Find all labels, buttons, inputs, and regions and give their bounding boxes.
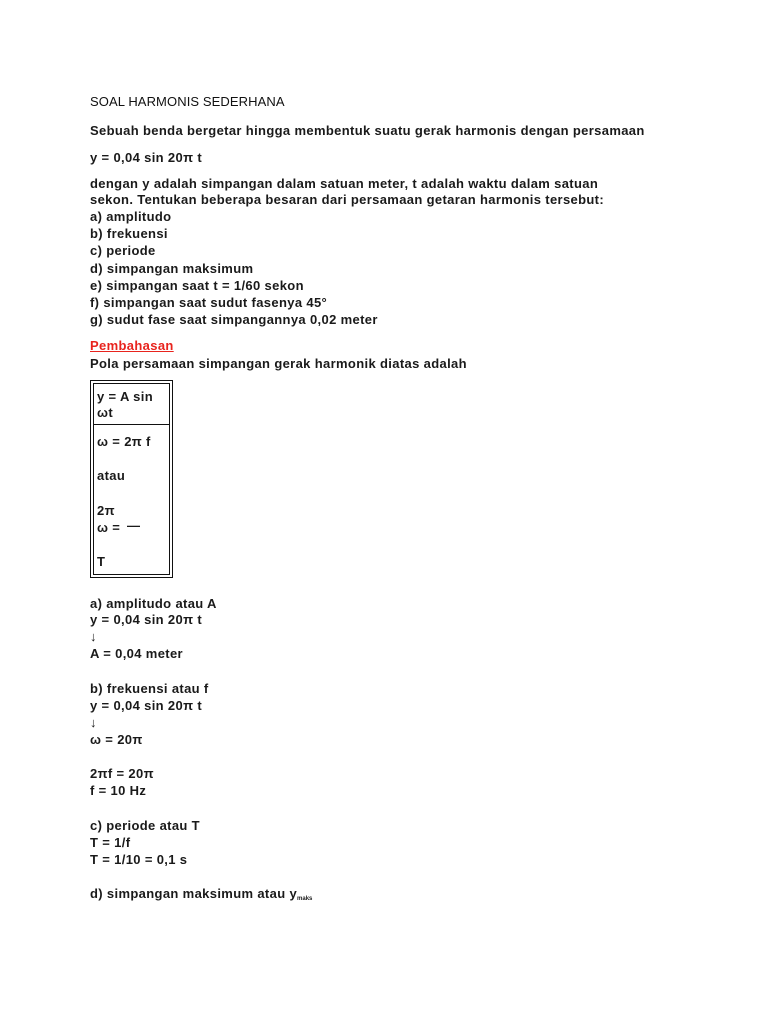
formula-fraction-bar: — — [127, 518, 141, 533]
part-a-result: A = 0,04 meter — [90, 646, 183, 661]
part-b-heading: b) frekuensi atau f — [90, 681, 209, 696]
question-e: e) simpangan saat t = 1/60 sekon — [90, 278, 304, 293]
part-c-result: T = 1/10 = 0,1 s — [90, 852, 188, 867]
description-line-2: sekon. Tentukan beberapa besaran dari persamaan getaran harmonis tersebut: — [90, 192, 605, 207]
document-title: SOAL HARMONIS SEDERHANA — [90, 94, 285, 109]
question-d: d) simpangan maksimum — [90, 261, 254, 276]
part-d-subscript: maks — [297, 896, 313, 902]
intro-text: Sebuah benda bergetar hingga membentuk suatu gerak harmonis dengan persamaan — [90, 123, 645, 138]
part-a-heading: a) amplitudo atau A — [90, 596, 217, 611]
down-arrow-icon: ↓ — [90, 715, 97, 730]
part-c-step: T = 1/f — [90, 835, 131, 850]
formula-line-2: ωt — [97, 405, 114, 420]
question-b: b) frekuensi — [90, 226, 168, 241]
formula-line-1: y = A sin — [97, 389, 154, 404]
formula-numerator: 2π — [97, 503, 115, 518]
part-d-heading-text: d) simpangan maksimum atau y — [90, 886, 298, 901]
question-g: g) sudut fase saat simpangannya 0,02 meter — [90, 312, 378, 327]
main-equation: y = 0,04 sin 20π t — [90, 150, 203, 165]
solution-heading: Pembahasan — [90, 338, 174, 353]
part-d-heading — [90, 886, 312, 902]
part-b-step: 2πf = 20π — [90, 766, 154, 781]
down-arrow-icon: ↓ — [90, 629, 97, 644]
formula-omega-f: ω = 2π f — [97, 434, 151, 449]
solution-intro: Pola persamaan simpangan gerak harmonik diatas adalah — [90, 356, 467, 371]
formula-denominator: T — [97, 554, 106, 569]
question-f: f) simpangan saat sudut fasenya 45° — [90, 295, 328, 310]
question-c: c) periode — [90, 243, 156, 258]
part-b-omega: ω = 20π — [90, 732, 143, 747]
part-a-equation: y = 0,04 sin 20π t — [90, 612, 203, 627]
formula-box-divider — [93, 424, 170, 425]
formula-or: atau — [97, 468, 126, 483]
part-c-heading: c) periode atau T — [90, 818, 200, 833]
description-line-1: dengan y adalah simpangan dalam satuan meter, t adalah waktu dalam satuan — [90, 176, 599, 191]
formula-omega-label: ω = — [97, 520, 121, 535]
question-a: a) amplitudo — [90, 209, 172, 224]
part-b-result: f = 10 Hz — [90, 783, 147, 798]
part-b-equation: y = 0,04 sin 20π t — [90, 698, 203, 713]
